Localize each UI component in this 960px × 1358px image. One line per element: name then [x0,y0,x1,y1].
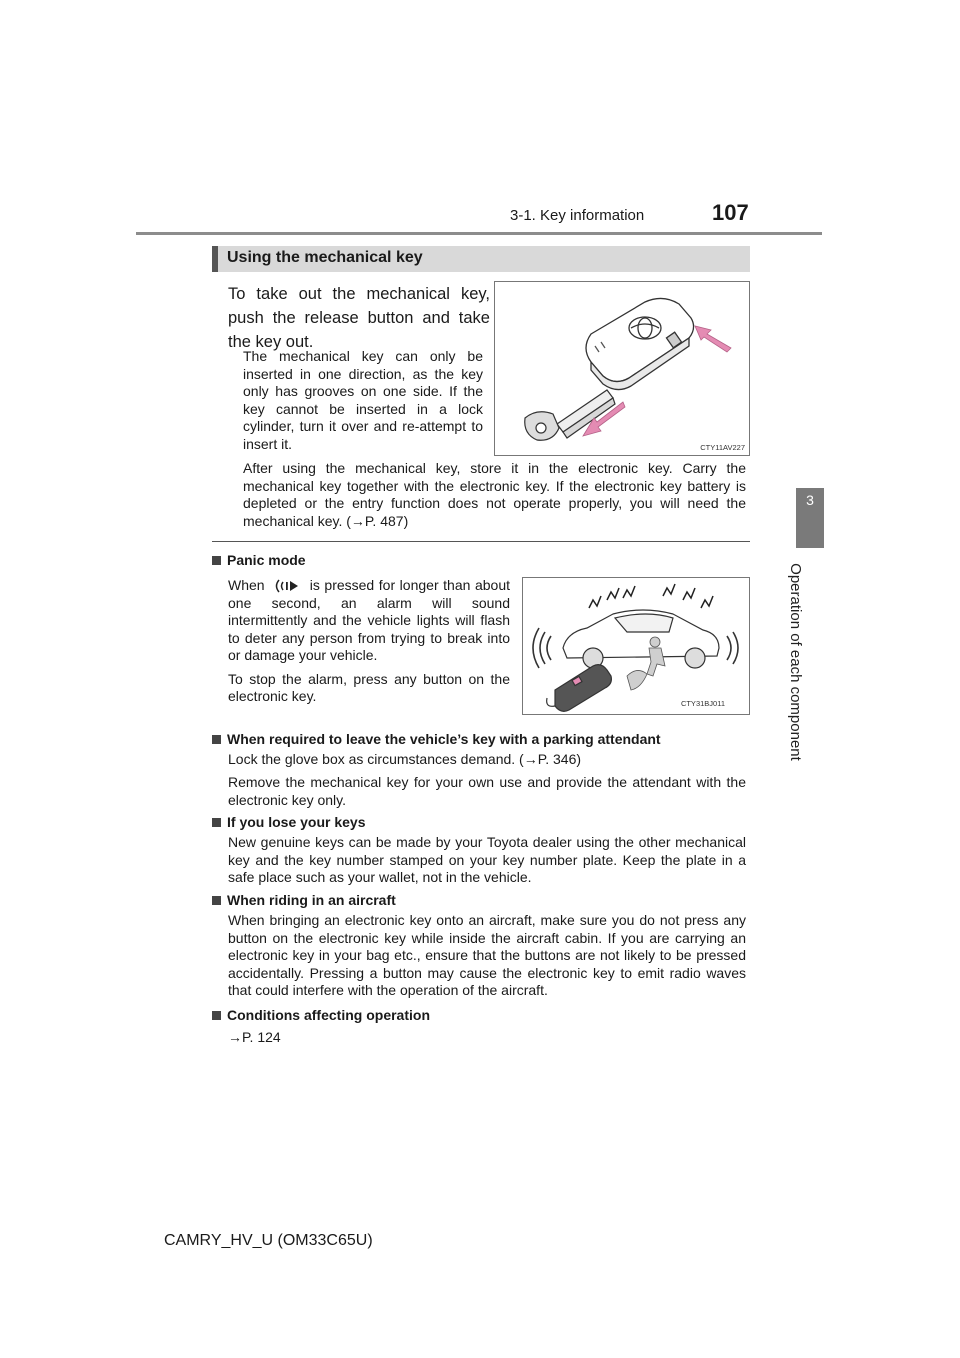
figure-code: CTY11AV227 [700,443,745,452]
conditions-text: →P. 124 [228,1029,281,1045]
conditions-heading [212,1006,430,1024]
aircraft-text: When bringing an electronic key onto an aircraft, make sure you do not press any button on the electronic key while inside the aircraft cabin. If you are carrying an electronic key in your bag etc., ensure that the buttons are not likely to be pressed accidentally. Pressing a button may cause the electronic key to emit radio waves that could interfere with the operation of the aircraft. [228,912,746,998]
section-heading-bar [212,246,750,272]
footer-model-code: CAMRY_HV_U (OM33C65U) [164,1232,373,1249]
note-store-key: After using the mechanical key, store it in the electronic key. Carry the mechanical key together with the electronic key. If the electronic key battery is depleted or the entry function does not operate properly, you will need the mechanical key. (→P. 487) [243,460,746,529]
section-heading: Using the mechanical key [227,249,423,266]
chapter-tab-number: 3 [796,488,824,548]
figure-code: CTY31BJ011 [680,699,725,708]
panic-alarm-figure [522,577,750,715]
panic-stop-text: To stop the alarm, press any button on the electronic key. [228,670,510,704]
bullet-square [212,735,221,744]
bullet-square [212,896,221,905]
lose-keys-text: New genuine keys can be made by your Toyota dealer using the other mechanical key and the key number stamped on your key number plate. Keep the plate in a safe place such as your wallet, not in the vehicle. [228,834,746,885]
parking-attendant-heading [212,730,661,748]
panic-heading-text: Panic mode [227,552,306,568]
panic-mode-heading [212,551,306,569]
bullet-square [212,818,221,827]
page-number: 107 [712,200,749,225]
parking-attendant-text-2: Remove the mechanical key for your own use and provide the attendant with the electronic key only. [228,774,746,808]
bullet-square [212,1011,221,1020]
car-alarm-illustration [523,578,749,714]
aircraft-heading [212,891,396,909]
panic-text-when: When [228,577,265,593]
chapter-tab-label: Operation of each component [787,563,804,761]
panic-description [228,577,510,712]
aircraft-heading-text: When riding in an aircraft [227,892,396,908]
parking-attendant-heading-text: When required to leave the vehicle’s key with a parking attendant [227,731,661,747]
parking-attendant-text-1: Lock the glove box as circumstances demand. (→P. 346) [228,751,582,767]
bullet-square [212,556,221,565]
lose-keys-heading [212,813,366,831]
conditions-heading-text: Conditions affecting operation [227,1007,430,1023]
mechanical-key-figure [494,281,750,456]
lose-keys-heading-text: If you lose your keys [227,814,366,830]
header-rule [136,232,822,235]
header-section-title: 3-1. Key information [510,207,645,224]
panic-text-body: is pressed for longer than about one second, an alarm will sound intermittently and the vehicle lights will flash to deter any person from trying to break into or damage your vehicle. [228,577,511,663]
section-separator [212,541,750,542]
intro-instruction: To take out the mechanical key, push the release button and take the key out. [228,285,490,351]
note-key-direction: The mechanical key can only be inserted in one direction, as the key only has grooves on one side. If the key cannot be inserted in a lock cylinder, turn it over and re-attempt to insert it. [243,348,483,452]
key-fob-illustration [495,282,749,455]
panic-button-icon [269,578,305,594]
